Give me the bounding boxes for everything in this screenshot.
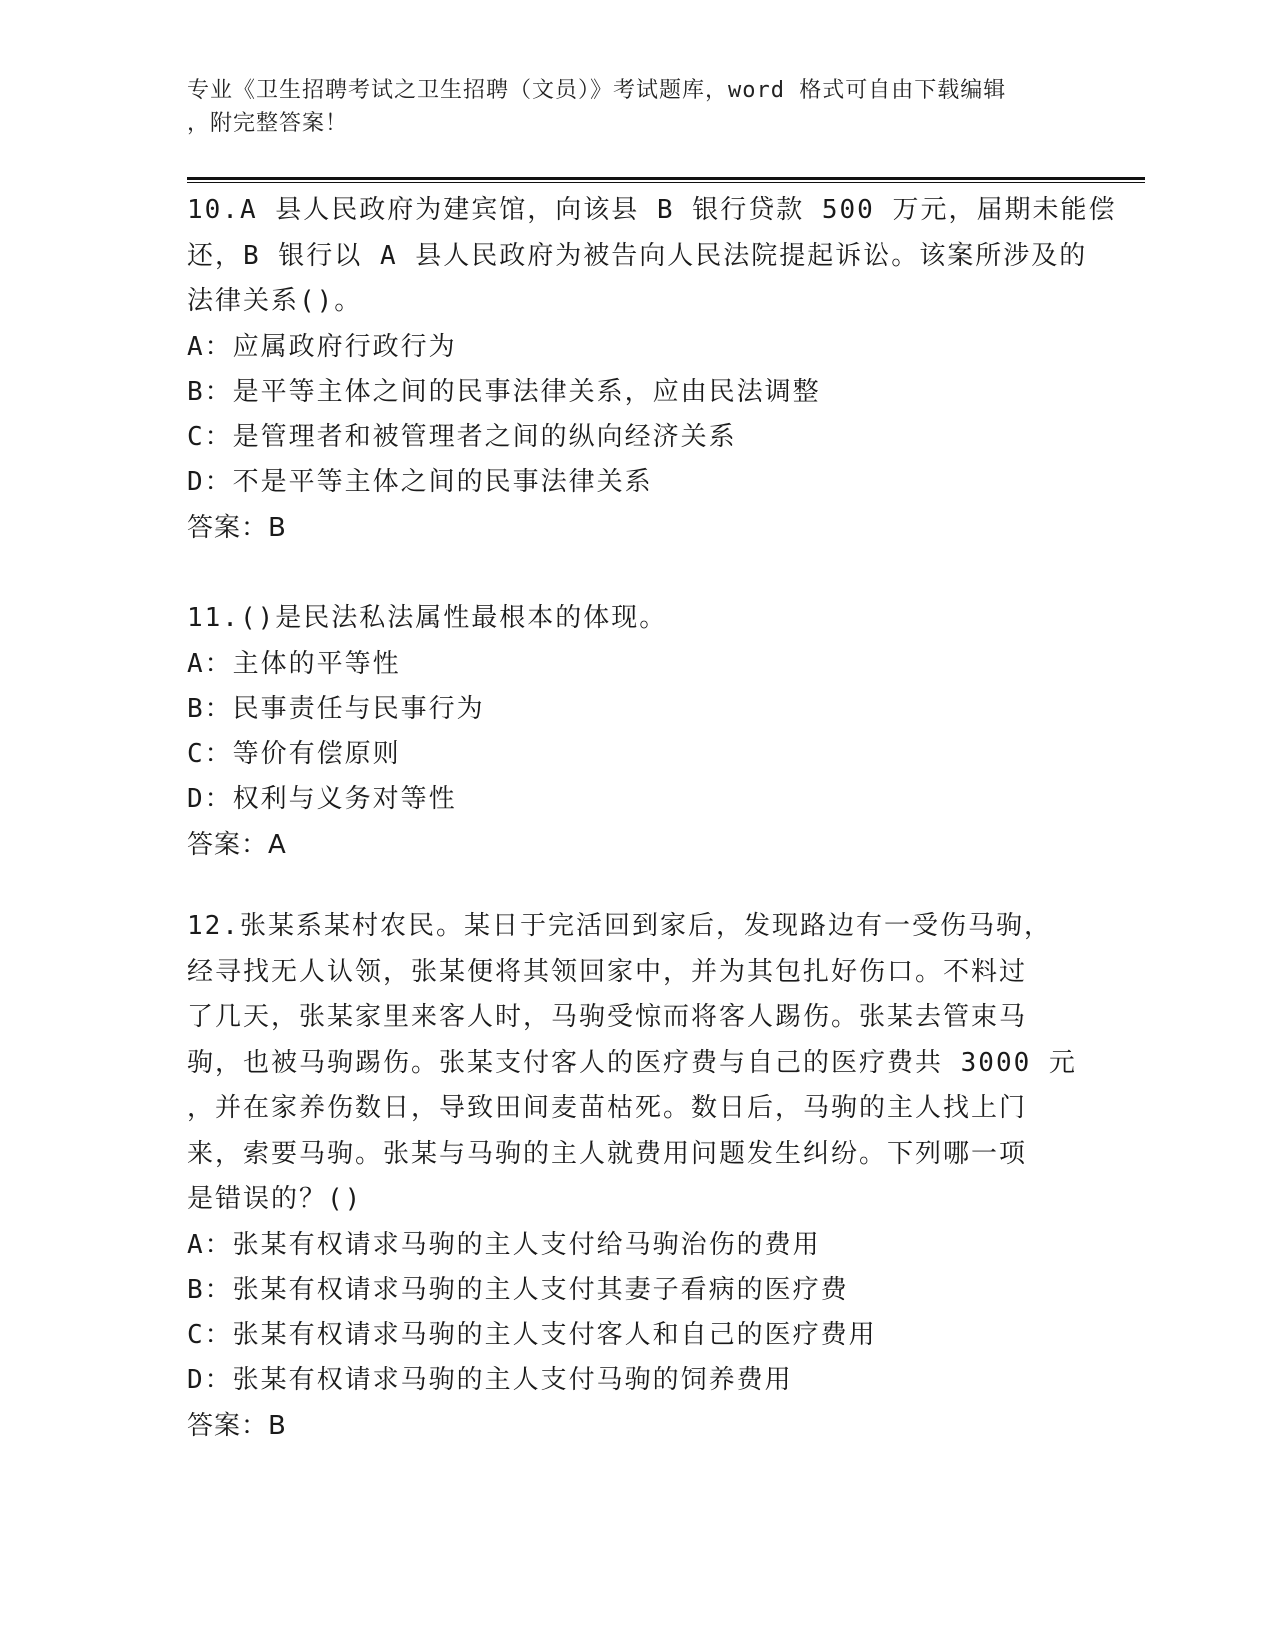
- question-stem-line: 经寻找无人认领，张某便将其领回家中，并为其包扎好伤口。不料过: [187, 956, 1028, 987]
- option-a: A：应属政府行政行为: [187, 331, 457, 362]
- question-12: [187, 904, 1087, 1449]
- header-divider-thin: [187, 182, 1145, 183]
- header-divider-thick: [187, 177, 1145, 180]
- option-c: C：张某有权请求马驹的主人支付客人和自己的医疗费用: [187, 1319, 877, 1350]
- question-stem-line: 10.A 县人民政府为建宾馆，向该县 B 银行贷款 500 万元，届期未能偿: [187, 195, 1117, 225]
- question-stem-line: ，并在家养伤数日，导致田间麦苗枯死。数日后，马驹的主人找上门: [187, 1093, 1028, 1123]
- question-stem-line: 法律关系()。: [187, 286, 363, 316]
- header-text-line-1: 专业《卫生招聘考试之卫生招聘（文员）》考试题库，word 格式可自由下载编辑: [187, 78, 1007, 103]
- answer-label: 答案：B: [187, 1410, 287, 1441]
- option-b: B：张某有权请求马驹的主人支付其妻子看病的医疗费: [187, 1274, 849, 1305]
- option-c: C：等价有偿原则: [187, 738, 401, 769]
- page-header: [187, 74, 1087, 140]
- option-d: D：权利与义务对等性: [187, 783, 457, 814]
- question-stem-line: 是错误的？(): [187, 1184, 363, 1214]
- question-10: [187, 188, 1117, 551]
- header-text-line-2: ，附完整答案！: [187, 111, 349, 136]
- question-stem-line: 了几天，张某家里来客人时，马驹受惊而将客人踢伤。张某去管束马: [187, 1002, 1028, 1032]
- question-stem-line: 来，索要马驹。张某与马驹的主人就费用问题发生纠纷。下列哪一项: [187, 1138, 1028, 1169]
- question-stem-line: 11.()是民法私法属性最根本的体现。: [187, 603, 668, 633]
- question-stem-line: 12.张某系某村农民。某日于完活回到家后，发现路边有一受伤马驹，: [187, 911, 1052, 941]
- question-stem-line: 驹，也被马驹踢伤。张某支付客人的医疗费与自己的医疗费共 3000 元: [187, 1047, 1077, 1078]
- option-a: A：张某有权请求马驹的主人支付给马驹治伤的费用: [187, 1229, 821, 1260]
- answer-label: 答案：B: [187, 512, 287, 543]
- option-b: B：是平等主体之间的民事法律关系，应由民法调整: [187, 376, 821, 407]
- option-a: A：主体的平等性: [187, 648, 401, 679]
- question-stem-line: 还，B 银行以 A 县人民政府为被告向人民法院提起诉讼。该案所涉及的: [187, 240, 1088, 271]
- option-d: D：张某有权请求马驹的主人支付马驹的饲养费用: [187, 1364, 793, 1395]
- option-b: B：民事责任与民事行为: [187, 693, 485, 724]
- option-d: D：不是平等主体之间的民事法律关系: [187, 466, 653, 497]
- option-c: C：是管理者和被管理者之间的纵向经济关系: [187, 421, 737, 452]
- answer-label: 答案：A: [187, 829, 287, 860]
- question-11: [187, 596, 1087, 868]
